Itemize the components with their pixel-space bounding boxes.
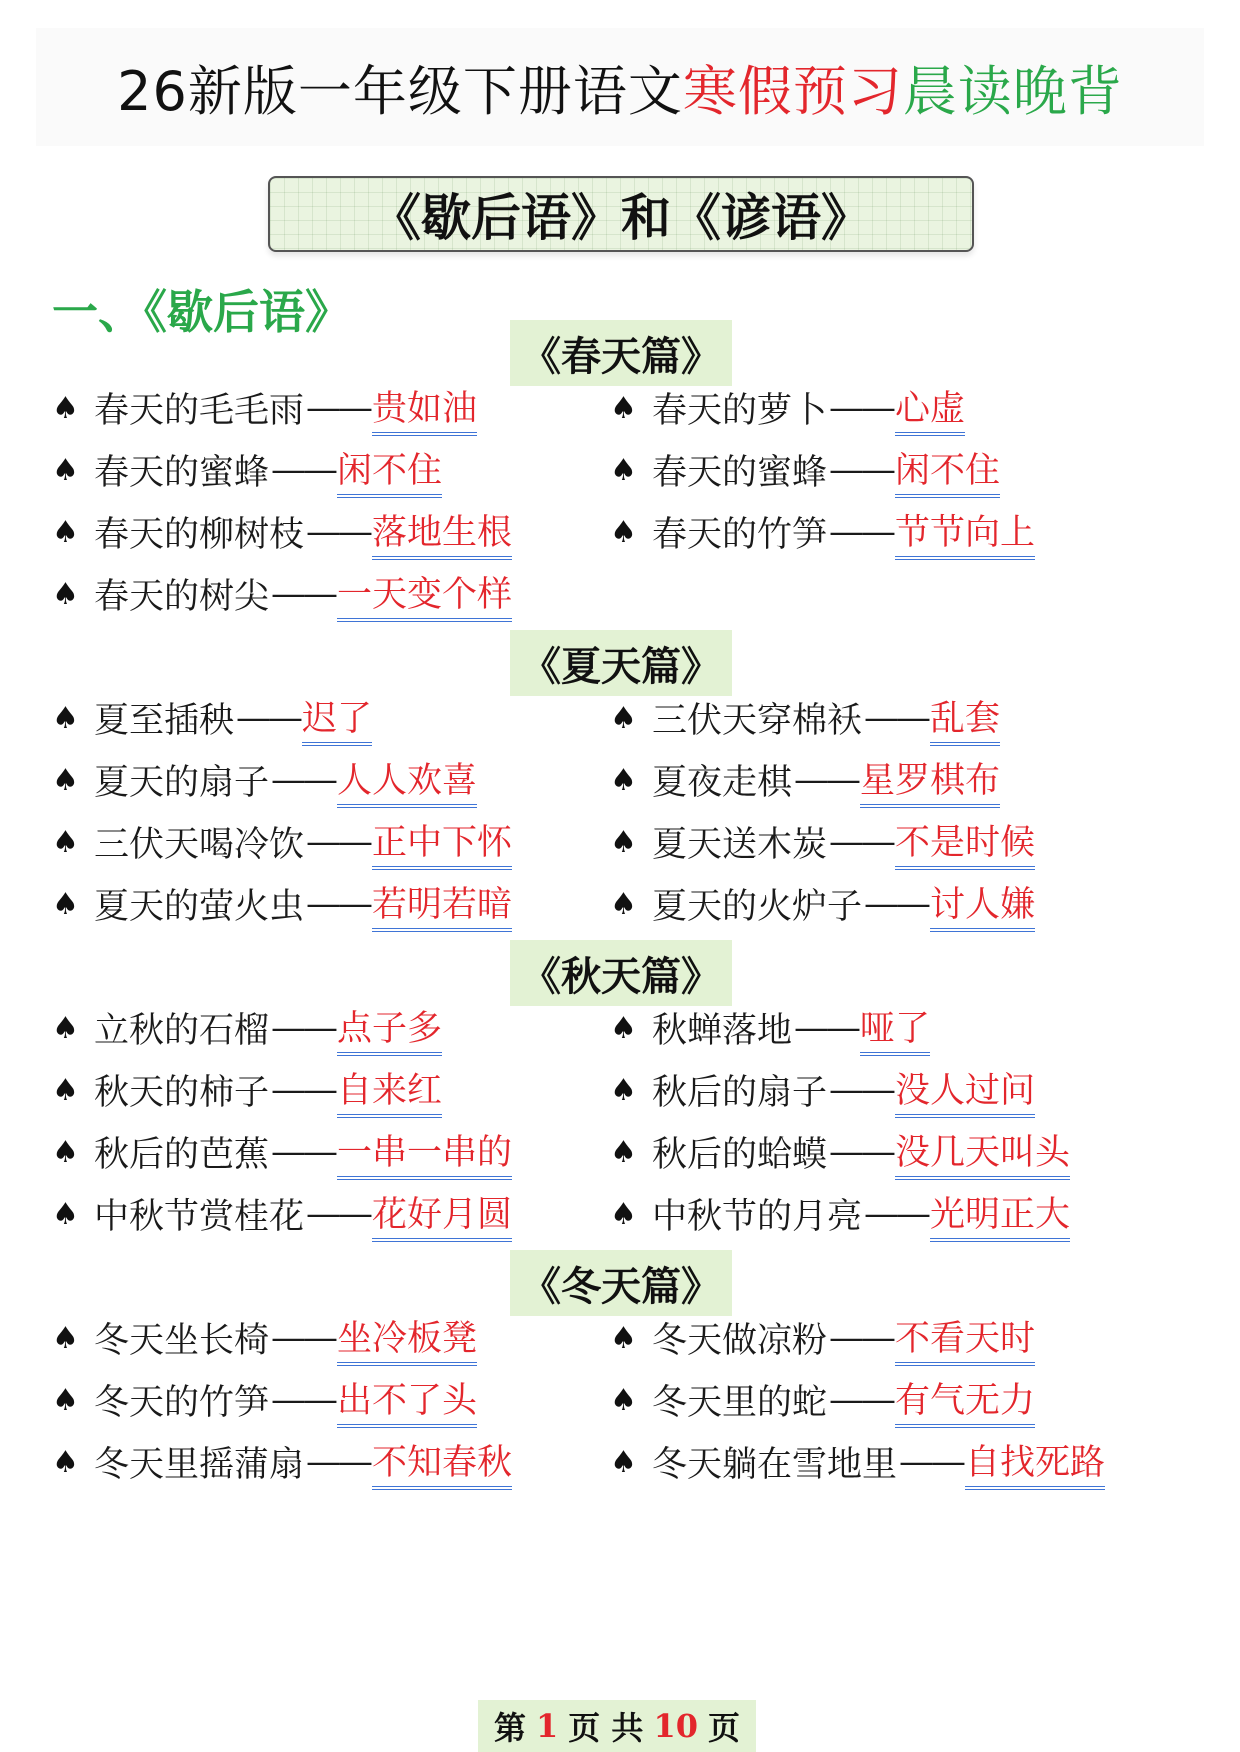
proverb-question: 秋后的蛤蟆: [652, 1135, 828, 1175]
season-title-autumn: 《秋天篇》: [510, 940, 732, 1006]
proverb-entry: [610, 1312, 1035, 1364]
proverb-dash: ——: [306, 1194, 371, 1234]
spade-icon: ♠: [610, 762, 637, 798]
proverb-entry: [610, 1374, 1035, 1426]
proverb-question: 春天的蜜蜂: [94, 453, 270, 493]
spade-icon: ♠: [52, 1134, 79, 1170]
spade-icon: ♠: [52, 886, 79, 922]
proverb-dash: ——: [829, 1070, 894, 1110]
spade-icon: ♠: [52, 452, 79, 488]
doc-title: 《歇后语》和《谚语》: [268, 176, 974, 252]
proverb-dash: ——: [829, 512, 894, 552]
spade-icon: ♠: [610, 886, 637, 922]
proverb-question: 夏天的火炉子: [652, 887, 863, 927]
proverb-answer: 若明若暗: [372, 877, 512, 932]
proverb-dash: ——: [864, 884, 929, 924]
proverb-answer: 人人欢喜: [337, 753, 477, 808]
proverb-answer: 节节向上: [895, 505, 1035, 560]
spade-icon: ♠: [52, 762, 79, 798]
proverb-dash: ——: [794, 760, 859, 800]
section-heading: 一、《歇后语》: [52, 285, 351, 339]
proverb-entry: [610, 754, 1000, 806]
proverb-entry: [52, 382, 477, 434]
proverb-answer: 迟了: [302, 691, 372, 746]
proverb-answer: 自来红: [337, 1063, 442, 1118]
proverb-entry: [52, 1188, 512, 1240]
proverb-question: 中秋节的月亮: [652, 1197, 863, 1237]
proverb-dash: ——: [829, 450, 894, 490]
proverb-dash: ——: [271, 450, 336, 490]
proverb-dash: ——: [829, 1132, 894, 1172]
proverb-answer: 光明正大: [930, 1187, 1070, 1242]
proverb-entry: [610, 1188, 1070, 1240]
header-title-part1: 26新版一年级下册语文: [117, 59, 683, 123]
proverb-answer: 贵如油: [372, 381, 477, 436]
proverb-answer: 不看天时: [895, 1311, 1035, 1366]
proverb-dash: ——: [271, 760, 336, 800]
proverb-answer: 星罗棋布: [860, 753, 1000, 808]
proverb-entry: [610, 878, 1035, 930]
proverb-question: 春天的竹笋: [652, 515, 828, 555]
proverb-question: 春天的萝卜: [652, 391, 828, 431]
proverb-answer: 不是时候: [895, 815, 1035, 870]
proverb-entry: [610, 1436, 1105, 1488]
spade-icon: ♠: [610, 452, 637, 488]
spade-icon: ♠: [610, 514, 637, 550]
spade-icon: ♠: [610, 1072, 637, 1108]
proverb-question: 秋天的柿子: [94, 1073, 270, 1113]
proverb-dash: ——: [864, 1194, 929, 1234]
proverb-dash: ——: [306, 822, 371, 862]
proverb-dash: ——: [271, 574, 336, 614]
proverb-answer: 不知春秋: [372, 1435, 512, 1490]
proverb-question: 夏天的萤火虫: [94, 887, 305, 927]
proverb-entry: [610, 1064, 1035, 1116]
proverb-entry: [610, 444, 1000, 496]
season-title-winter: 《冬天篇》: [510, 1250, 732, 1316]
spade-icon: ♠: [610, 1320, 637, 1356]
proverb-dash: ——: [306, 884, 371, 924]
proverb-entry: [52, 1436, 512, 1488]
proverb-question: 三伏天喝冷饮: [94, 825, 305, 865]
proverb-answer: 闲不住: [337, 443, 442, 498]
proverb-answer: 心虚: [895, 381, 965, 436]
proverb-entry: [52, 1064, 442, 1116]
proverb-entry: [52, 754, 477, 806]
proverb-question: 中秋节赏桂花: [94, 1197, 305, 1237]
proverb-answer: 自找死路: [965, 1435, 1105, 1490]
proverb-question: 春天的柳树枝: [94, 515, 305, 555]
header-title-part2: 寒假预习: [682, 59, 903, 123]
proverb-entry: [52, 878, 512, 930]
footer-suffix: 页: [707, 1709, 740, 1747]
proverb-answer: 坐冷板凳: [337, 1311, 477, 1366]
spade-icon: ♠: [610, 1134, 637, 1170]
proverb-dash: ——: [864, 698, 929, 738]
proverb-question: 春天的树尖: [94, 577, 270, 617]
proverb-answer: 哑了: [860, 1001, 930, 1056]
proverb-entry: [52, 1126, 512, 1178]
season-title-spring: 《春天篇》: [510, 320, 732, 386]
proverb-dash: ——: [829, 1318, 894, 1358]
proverb-entry: [52, 568, 512, 620]
season-title-summer: 《夏天篇》: [510, 630, 732, 696]
proverb-answer: 讨人嫌: [930, 877, 1035, 932]
proverb-dash: ——: [271, 1132, 336, 1172]
spade-icon: ♠: [52, 1010, 79, 1046]
spade-icon: ♠: [610, 1444, 637, 1480]
proverb-question: 秋后的芭蕉: [94, 1135, 270, 1175]
proverb-question: 三伏天穿棉袄: [652, 701, 863, 741]
proverb-answer: 落地生根: [372, 505, 512, 560]
spade-icon: ♠: [610, 1196, 637, 1232]
proverb-entry: [610, 1126, 1070, 1178]
proverb-question: 秋蝉落地: [652, 1011, 793, 1051]
proverb-question: 冬天做凉粉: [652, 1321, 828, 1361]
footer-page-number: 1: [536, 1707, 559, 1745]
proverb-answer: 乱套: [930, 691, 1000, 746]
proverb-answer: 没几天叫头: [895, 1125, 1070, 1180]
proverb-answer: 一天变个样: [337, 567, 512, 622]
proverb-entry: [610, 692, 1000, 744]
footer-middle: 页 共: [568, 1709, 644, 1747]
proverb-question: 春天的毛毛雨: [94, 391, 305, 431]
proverb-question: 冬天坐长椅: [94, 1321, 270, 1361]
proverb-dash: ——: [829, 1380, 894, 1420]
proverb-entry: [52, 1312, 477, 1364]
spade-icon: ♠: [52, 824, 79, 860]
proverb-question: 冬天的竹笋: [94, 1383, 270, 1423]
proverb-dash: ——: [306, 388, 371, 428]
proverb-entry: [52, 692, 372, 744]
proverb-entry: [610, 382, 965, 434]
proverb-question: 夏至插秧: [94, 701, 235, 741]
proverb-answer: 闲不住: [895, 443, 1000, 498]
spade-icon: ♠: [52, 1196, 79, 1232]
spade-icon: ♠: [52, 1072, 79, 1108]
proverb-dash: ——: [829, 388, 894, 428]
spade-icon: ♠: [610, 1382, 637, 1418]
page-footer: [478, 1700, 756, 1752]
footer-prefix: 第: [494, 1709, 527, 1747]
spade-icon: ♠: [52, 700, 79, 736]
proverb-question: 夏夜走棋: [652, 763, 793, 803]
proverb-entry: [52, 444, 442, 496]
proverb-question: 夏天的扇子: [94, 763, 270, 803]
proverb-entry: [52, 1002, 442, 1054]
proverb-dash: ——: [306, 1442, 371, 1482]
proverb-entry: [610, 816, 1035, 868]
proverb-answer: 花好月圆: [372, 1187, 512, 1242]
spade-icon: ♠: [610, 390, 637, 426]
proverb-entry: [610, 506, 1035, 558]
spade-icon: ♠: [52, 514, 79, 550]
proverb-entry: [52, 506, 512, 558]
proverb-question: 春天的蜜蜂: [652, 453, 828, 493]
spade-icon: ♠: [52, 390, 79, 426]
proverb-dash: ——: [271, 1008, 336, 1048]
footer-total-pages: 10: [653, 1707, 698, 1745]
proverb-answer: 一串一串的: [337, 1125, 512, 1180]
proverb-answer: 没人过问: [895, 1063, 1035, 1118]
proverb-dash: ——: [271, 1318, 336, 1358]
spade-icon: ♠: [52, 1320, 79, 1356]
proverb-answer: 出不了头: [337, 1373, 477, 1428]
proverb-question: 夏天送木炭: [652, 825, 828, 865]
proverb-dash: ——: [899, 1442, 964, 1482]
proverb-question: 立秋的石榴: [94, 1011, 270, 1051]
proverb-question: 冬天里的蛇: [652, 1383, 828, 1423]
proverb-entry: [610, 1002, 930, 1054]
proverb-answer: 有气无力: [895, 1373, 1035, 1428]
proverb-question: 冬天躺在雪地里: [652, 1445, 898, 1485]
proverb-question: 秋后的扇子: [652, 1073, 828, 1113]
proverb-answer: 正中下怀: [372, 815, 512, 870]
spade-icon: ♠: [610, 700, 637, 736]
proverb-dash: ——: [271, 1070, 336, 1110]
header-title-part3: 晨读晚背: [902, 59, 1123, 123]
proverb-answer: 点子多: [337, 1001, 442, 1056]
spade-icon: ♠: [52, 1444, 79, 1480]
proverb-dash: ——: [306, 512, 371, 552]
proverb-question: 冬天里摇蒲扇: [94, 1445, 305, 1485]
spade-icon: ♠: [610, 824, 637, 860]
proverb-dash: ——: [794, 1008, 859, 1048]
page-header: [36, 28, 1204, 146]
proverb-entry: [52, 816, 512, 868]
spade-icon: ♠: [52, 576, 79, 612]
spade-icon: ♠: [52, 1382, 79, 1418]
proverb-dash: ——: [236, 698, 301, 738]
proverb-dash: ——: [271, 1380, 336, 1420]
proverb-dash: ——: [829, 822, 894, 862]
spade-icon: ♠: [610, 1010, 637, 1046]
proverb-entry: [52, 1374, 477, 1426]
